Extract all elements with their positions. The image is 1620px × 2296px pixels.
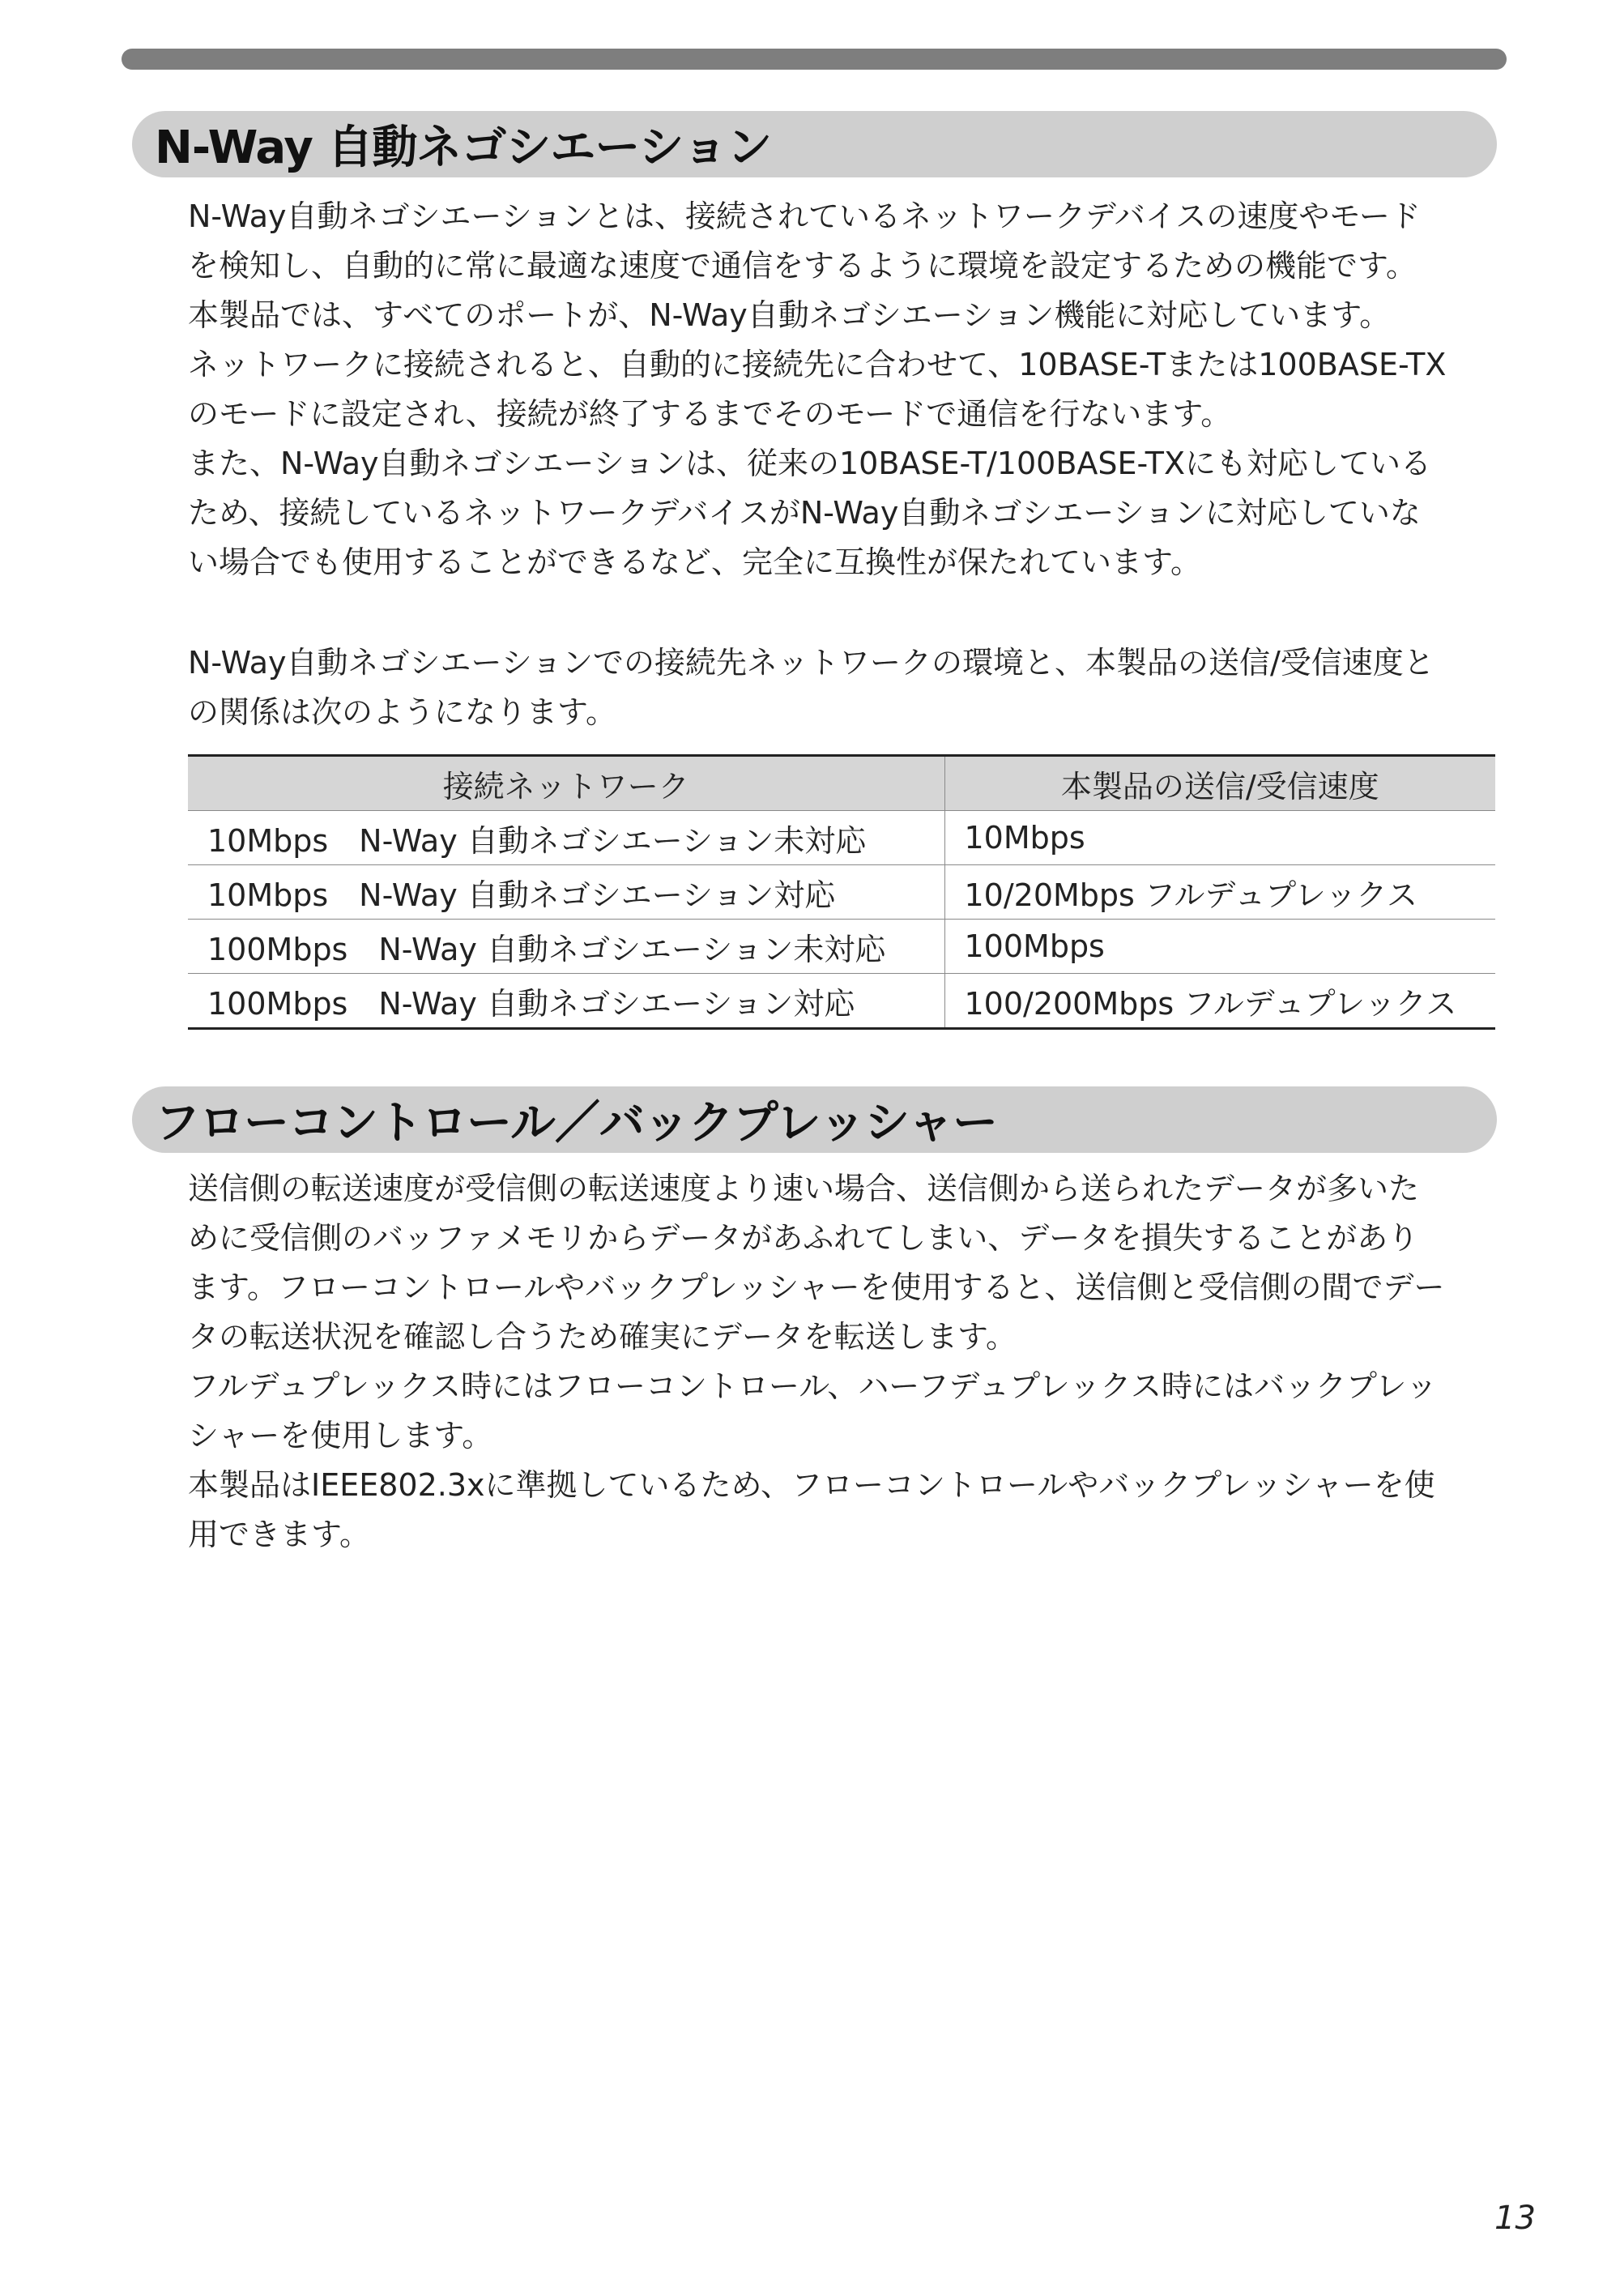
table-cell-network: 10Mbps N-Way 自動ネゴシエーション対応 bbox=[188, 865, 944, 920]
section-title-flow-control: フローコントロール／バックプレッシャー bbox=[155, 1097, 997, 1150]
table-row bbox=[188, 920, 1495, 974]
table-cell-speed: 10Mbps bbox=[944, 811, 1495, 865]
table-row bbox=[188, 974, 1495, 1029]
paragraph-line: N-Way自動ネゴシエーションでの接続先ネットワークの環境と、本製品の送信/受信速度と bbox=[188, 645, 1435, 681]
paragraph-line: 本製品はIEEE802.3xに準拠しているため、フローコントロールやバックプレッシャーを使 bbox=[188, 1467, 1435, 1503]
paragraph-line: を検知し、自動的に常に最適な速度で通信をするように環境を設定するための機能です。 bbox=[188, 248, 1417, 284]
table-cell-speed: 100Mbps bbox=[944, 920, 1495, 974]
table-cell-network: 100Mbps N-Way 自動ネゴシエーション未対応 bbox=[188, 920, 944, 974]
column-header-speed: 本製品の送信/受信速度 bbox=[944, 756, 1495, 811]
paragraph-line: また、N-Way自動ネゴシエーションは、従来の10BASE-T/100BASE-TXにも対応している bbox=[188, 446, 1431, 481]
column-header-network: 接続ネットワーク bbox=[188, 756, 944, 811]
paragraph-line: の関係は次のようになります。 bbox=[188, 694, 616, 730]
section-header-nway bbox=[132, 111, 1497, 177]
table-cell-speed: 100/200Mbps フルデュプレックス bbox=[944, 974, 1495, 1029]
table-cell-network: 100Mbps N-Way 自動ネゴシエーション対応 bbox=[188, 974, 944, 1029]
paragraph-line: ため、接続しているネットワークデバイスがN-Way自動ネゴシエーションに対応していな bbox=[188, 495, 1421, 531]
paragraph-line: 送信側の転送速度が受信側の転送速度より速い場合、送信側から送られたデータが多いた bbox=[188, 1171, 1420, 1206]
paragraph-line: い場合でも使用することができるなど、完全に互換性が保たれています。 bbox=[188, 544, 1201, 580]
section-header-flow-control bbox=[132, 1086, 1497, 1153]
paragraph-line: シャーを使用します。 bbox=[188, 1418, 493, 1453]
speed-table bbox=[188, 754, 1495, 1030]
paragraph-line: 本製品では、すべてのポートが、N-Way自動ネゴシエーション機能に対応しています。 bbox=[188, 297, 1391, 333]
nway-description bbox=[188, 192, 1492, 587]
paragraph-line: ネットワークに接続されると、自動的に接続先に合わせて、10BASE-Tまたは100BASE-TX bbox=[188, 347, 1447, 382]
paragraph-line: 用できます。 bbox=[188, 1517, 370, 1552]
table-header-row bbox=[188, 756, 1495, 811]
paragraph-line: のモードに設定され、接続が終了するまでそのモードで通信を行ないます。 bbox=[188, 396, 1232, 432]
table-cell-speed: 10/20Mbps フルデュプレックス bbox=[944, 865, 1495, 920]
section-title-nway: N-Way 自動ネゴシエーション bbox=[155, 122, 772, 174]
paragraph-line: N-Way自動ネゴシエーションとは、接続されているネットワークデバイスの速度やモード bbox=[188, 198, 1421, 234]
table-cell-network: 10Mbps N-Way 自動ネゴシエーション未対応 bbox=[188, 811, 944, 865]
paragraph-line: フルデュプレックス時にはフローコントロール、ハーフデュプレックス時にはバックプレッ bbox=[188, 1368, 1438, 1404]
paragraph-line: ます。フローコントロールやバックプレッシャーを使用すると、送信側と受信側の間でデー bbox=[188, 1270, 1445, 1305]
paragraph-line: タの転送状況を確認し合うため確実にデータを転送します。 bbox=[188, 1319, 1017, 1355]
paragraph-line: めに受信側のバッファメモリからデータがあふれてしまい、データを損失することがあり bbox=[188, 1220, 1419, 1256]
top-rule bbox=[122, 49, 1507, 70]
page-number: 13 bbox=[1494, 2200, 1536, 2237]
flow-control-description bbox=[188, 1164, 1492, 1560]
nway-table-intro bbox=[188, 638, 1492, 737]
table-row bbox=[188, 811, 1495, 865]
table-row bbox=[188, 865, 1495, 920]
